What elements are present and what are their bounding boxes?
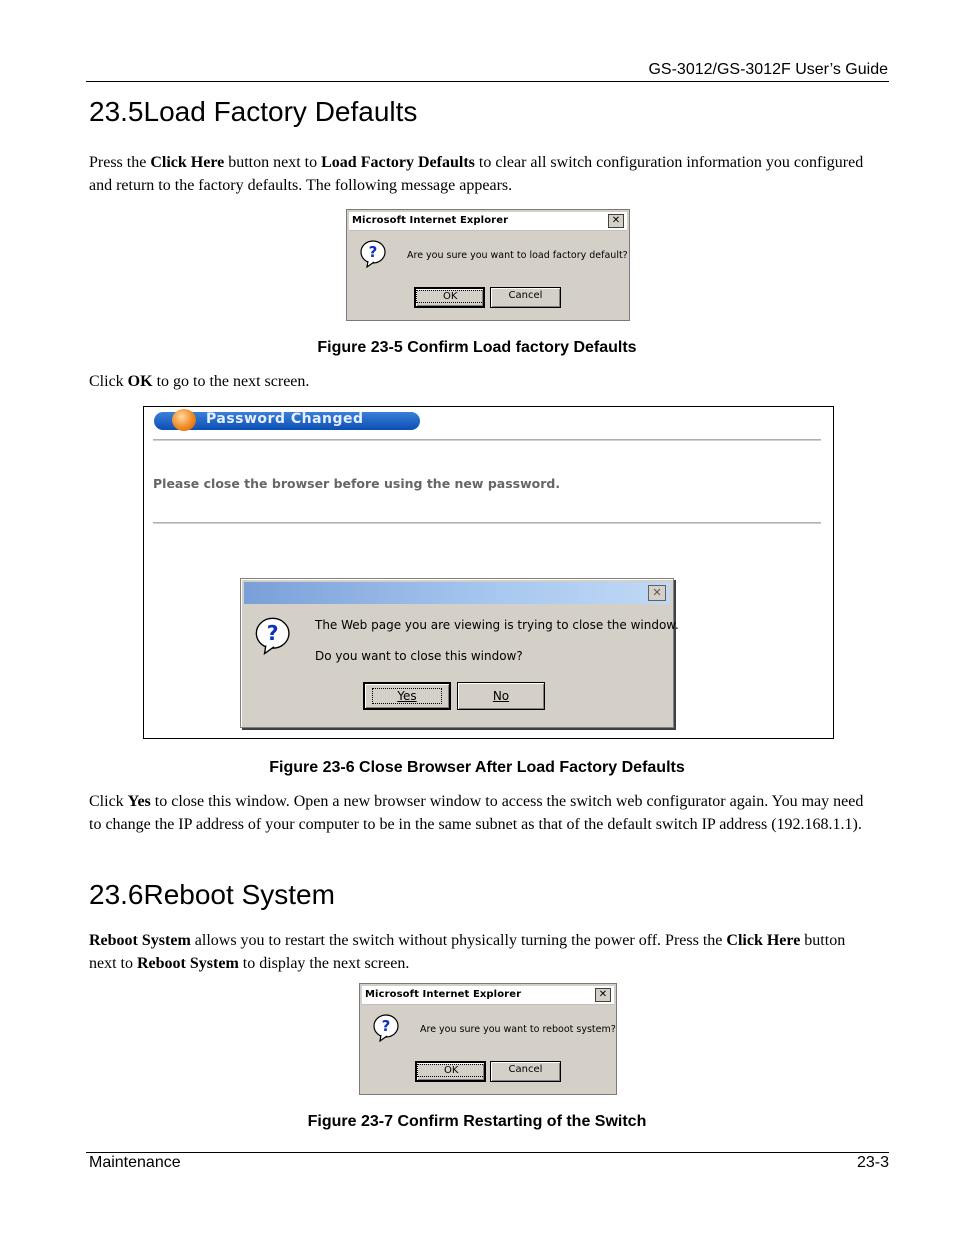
close-icon[interactable]: ✕ <box>648 585 666 601</box>
text-run: button next to <box>224 154 322 171</box>
cancel-button[interactable]: Cancel <box>490 1061 561 1082</box>
text-run: Click <box>89 793 128 810</box>
close-icon[interactable]: ✕ <box>595 988 611 1002</box>
bold-term: Yes <box>127 793 151 810</box>
dialog-message-line1: The Web page you are viewing is trying to close the window. <box>315 618 679 632</box>
dialog-titlebar <box>362 986 614 1005</box>
dialog-message: Are you sure you want to reboot system? <box>420 1024 616 1035</box>
text-run: to close this window. Open a new browser window to access the switch web configurator again. You may need to change the IP address of your computer to be in the same subnet as that of the default switch IP address (192.168.1.1). <box>89 793 864 833</box>
footer-chapter: Maintenance <box>89 1154 181 1171</box>
no-button[interactable]: No <box>457 682 545 710</box>
close-icon[interactable]: ✕ <box>608 214 624 228</box>
figure-caption-23-7: Figure 23-7 Confirm Restarting of the Switch <box>307 1113 647 1130</box>
confirm-reboot-dialog <box>359 983 617 1095</box>
dialog-message: Are you sure you want to load factory default? <box>407 250 628 261</box>
divider-bottom <box>153 522 821 524</box>
bold-term: Click Here <box>726 932 801 949</box>
text-run: Click <box>89 373 128 390</box>
section-heading-load-factory-defaults: 23.5Load Factory Defaults <box>89 96 418 127</box>
close-browser-notice: Please close the browser before using the new password. <box>153 476 561 491</box>
svg-text:?: ? <box>381 1017 391 1035</box>
svg-text:?: ? <box>368 243 378 261</box>
paragraph-click-yes <box>89 790 869 836</box>
paragraph-click-ok <box>89 370 869 393</box>
cancel-button[interactable]: Cancel <box>490 287 561 308</box>
dialog-title: Microsoft Internet Explorer <box>352 215 509 226</box>
divider-top <box>153 439 821 441</box>
paragraph-reboot-intro <box>89 929 869 975</box>
section-heading-reboot-system: 23.6Reboot System <box>89 879 335 910</box>
text-run: to display the next screen. <box>238 955 410 972</box>
dialog-title: Microsoft Internet Explorer <box>365 989 522 1000</box>
ok-button[interactable]: OK <box>414 287 485 308</box>
question-icon <box>360 240 388 268</box>
figure-caption-23-5: Figure 23-5 Confirm Load factory Defaults <box>317 339 637 356</box>
paragraph-load-factory-intro <box>89 151 869 197</box>
orange-bullet-icon <box>172 409 196 431</box>
text-run: allows you to restart the switch without physically turning the power off. Press the <box>190 932 727 949</box>
confirm-load-defaults-dialog <box>346 209 630 321</box>
question-icon <box>373 1014 401 1042</box>
bold-term: Reboot System <box>137 955 239 972</box>
dialog-titlebar <box>244 582 670 604</box>
close-window-dialog <box>240 578 679 728</box>
bold-term: Reboot System <box>89 932 191 949</box>
ok-button[interactable]: OK <box>415 1061 486 1082</box>
footer-rule <box>86 1152 889 1153</box>
text-run: Press the <box>89 154 151 171</box>
text-run: to go to the next screen. <box>152 373 310 390</box>
header-rule <box>86 81 889 82</box>
dialog-titlebar <box>349 212 627 231</box>
bold-term: Load Factory Defaults <box>321 154 475 171</box>
banner-title: Password Changed <box>206 411 364 427</box>
bold-term: OK <box>127 373 153 390</box>
text-run: to clear all switch configuration information you configured and return to the factory defaults. The following message appears. <box>89 154 864 194</box>
figure-caption-23-6: Figure 23-6 Close Browser After Load Factory Defaults <box>269 759 685 776</box>
dialog-message-line2: Do you want to close this window? <box>315 649 523 663</box>
svg-text:?: ? <box>266 621 279 646</box>
running-header: GS-3012/GS-3012F User’s Guide <box>648 61 888 78</box>
text-run: button next to <box>89 932 846 972</box>
question-icon <box>255 617 293 655</box>
close-browser-screenshot <box>143 406 834 739</box>
footer-page-number: 23-3 <box>856 1154 889 1171</box>
bold-term: Click Here <box>150 154 225 171</box>
yes-button[interactable]: Yes <box>363 682 451 710</box>
